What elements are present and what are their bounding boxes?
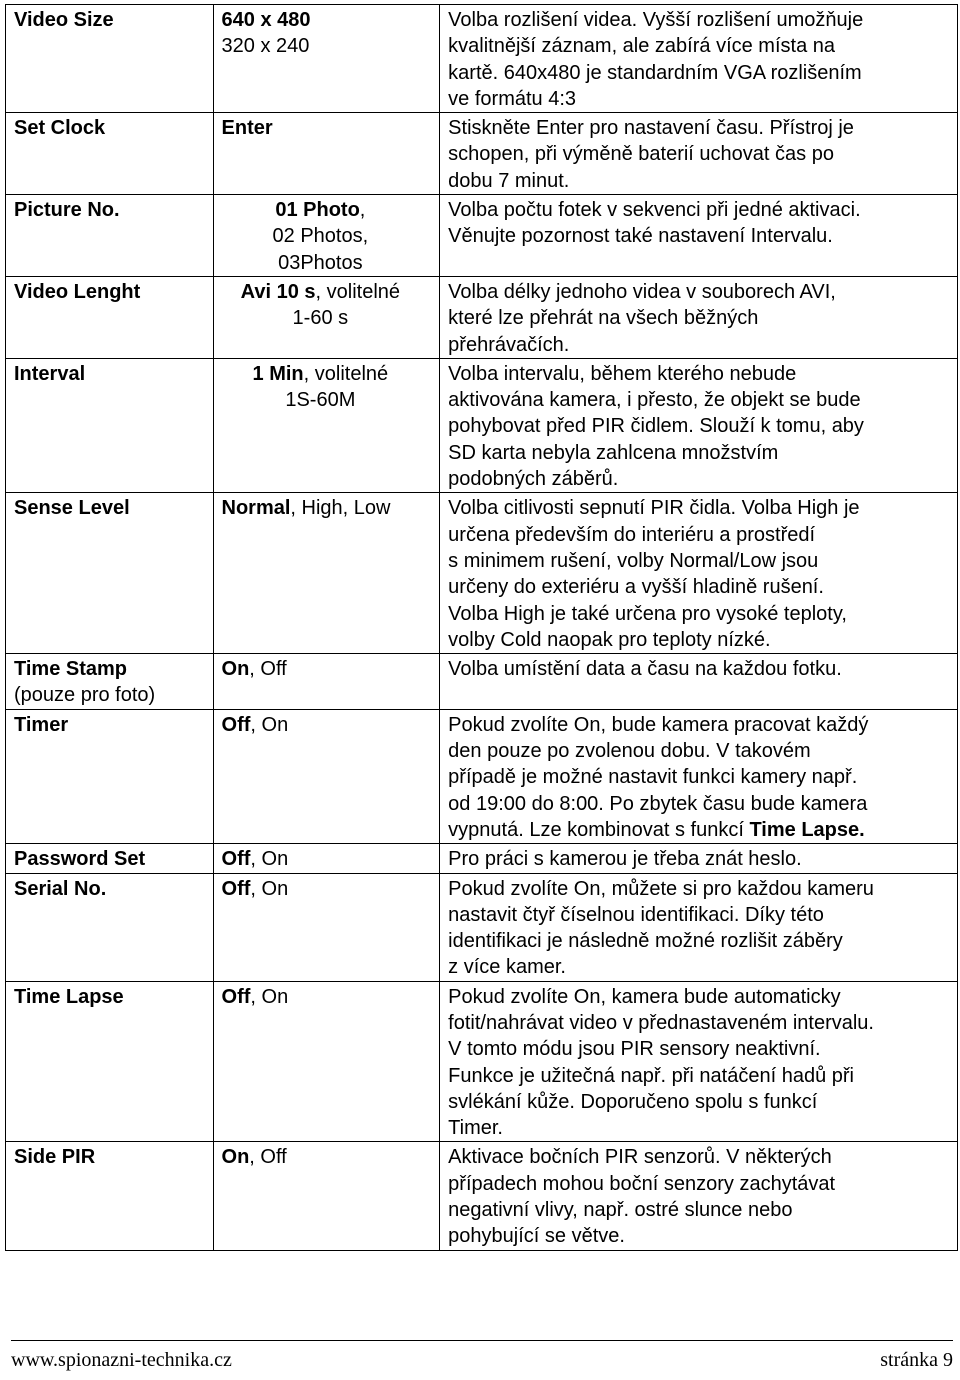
setting-name: Timer bbox=[6, 709, 214, 843]
setting-name: Side PIR bbox=[6, 1142, 214, 1250]
setting-values: On, Off bbox=[213, 654, 440, 710]
table-row-time-lapse bbox=[6, 981, 958, 1142]
setting-values: 640 x 480 320 x 240 bbox=[213, 5, 440, 113]
setting-description: Volba počtu fotek v sekvenci při jedné aktivaci. Věnujte pozornost také nastavení Intervalu. bbox=[440, 195, 958, 277]
footer-website: www.spionazni-technika.cz bbox=[11, 1349, 232, 1371]
table-row-time-stamp bbox=[6, 654, 958, 710]
page-footer bbox=[11, 1340, 953, 1372]
table-row-sense-level bbox=[6, 493, 958, 654]
setting-description: Aktivace bočních PIR senzorů. V některých případech mohou boční senzory zachytávat negativní vlivy, např. ostré slunce nebo pohybující se větve. bbox=[440, 1142, 958, 1250]
table-row-timer bbox=[6, 709, 958, 843]
table-row-interval bbox=[6, 358, 958, 492]
setting-description: Volba umístění data a času na každou fotku. bbox=[440, 654, 958, 710]
setting-values: Off, On bbox=[213, 873, 440, 981]
setting-description: Stiskněte Enter pro nastavení času. Přístroj je schopen, při výměně baterií uchovat čas po dobu 7 minut. bbox=[440, 113, 958, 195]
table-row-picture-no bbox=[6, 195, 958, 277]
setting-description: Volba délky jednoho videa v souborech AVI, které lze přehrát na všech běžných přehrávačích. bbox=[440, 276, 958, 358]
table-row-side-pir bbox=[6, 1142, 958, 1250]
setting-values: 01 Photo, 02 Photos, 03Photos bbox=[213, 195, 440, 277]
setting-values: Avi 10 s, volitelné 1-60 s bbox=[213, 276, 440, 358]
setting-name: Picture No. bbox=[6, 195, 214, 277]
table-row-password-set bbox=[6, 844, 958, 873]
setting-values: Off, On bbox=[213, 981, 440, 1142]
setting-description: Volba intervalu, během kterého nebude aktivována kamera, i přesto, že objekt se bude pohybovat před PIR čidlem. Slouží k tomu, aby SD karta nebyla zahlcena množstvím podobných záběrů. bbox=[440, 358, 958, 492]
footer-page-number: stránka 9 bbox=[880, 1349, 953, 1371]
setting-description: Pro práci s kamerou je třeba znát heslo. bbox=[440, 844, 958, 873]
table-row-serial-no bbox=[6, 873, 958, 981]
setting-description: Pokud zvolíte On, bude kamera pracovat každý den pouze po zvolenou dobu. V takovém případě je možné nastavit funkci kamery např. od 19:00 do 8:00. Po zbytek času bude kamera vypnutá. Lze kombinovat s funkcí Time Lapse. bbox=[440, 709, 958, 843]
setting-description: Volba rozlišení videa. Vyšší rozlišení umožňuje kvalitnější záznam, ale zabírá více místa na kartě. 640x480 je standardním VGA rozlišením ve formátu 4:3 bbox=[440, 5, 958, 113]
setting-values: On, Off bbox=[213, 1142, 440, 1250]
table-row-video-lenght bbox=[6, 276, 958, 358]
setting-description: Pokud zvolíte On, kamera bude automaticky fotit/nahrávat video v přednastaveném intervalu. V tomto módu jsou PIR sensory neaktivní. Funkce je užitečná např. při natáčení hadů při svlékání kůže. Doporučeno spolu s funkcí Timer. bbox=[440, 981, 958, 1142]
setting-values: 1 Min, volitelné 1S-60M bbox=[213, 358, 440, 492]
setting-name: Interval bbox=[6, 358, 214, 492]
setting-name: Time Lapse bbox=[6, 981, 214, 1142]
setting-name: Password Set bbox=[6, 844, 214, 873]
settings-table bbox=[5, 4, 958, 1251]
setting-name: Video Size bbox=[6, 5, 214, 113]
setting-values: Normal, High, Low bbox=[213, 493, 440, 654]
setting-name: Time Stamp (pouze pro foto) bbox=[6, 654, 214, 710]
table-row-video-size bbox=[6, 5, 958, 113]
setting-name: Set Clock bbox=[6, 113, 214, 195]
setting-name: Sense Level bbox=[6, 493, 214, 654]
setting-values: Off, On bbox=[213, 844, 440, 873]
setting-name: Video Lenght bbox=[6, 276, 214, 358]
setting-values: Enter bbox=[213, 113, 440, 195]
setting-description: Pokud zvolíte On, můžete si pro každou kameru nastavit čtyř číselnou identifikaci. Díky této identifikaci je následně možné rozlišit záběry z více kamer. bbox=[440, 873, 958, 981]
setting-description: Volba citlivosti sepnutí PIR čidla. Volba High je určena především do interiéru a prostředí s minimem rušení, volby Normal/Low jsou určeny do exteriéru a vyšší hladině rušení. Volba High je také určena pro vysoké teploty, volby Cold naopak pro teploty nízké. bbox=[440, 493, 958, 654]
setting-values: Off, On bbox=[213, 709, 440, 843]
table-row-set-clock bbox=[6, 113, 958, 195]
setting-name: Serial No. bbox=[6, 873, 214, 981]
